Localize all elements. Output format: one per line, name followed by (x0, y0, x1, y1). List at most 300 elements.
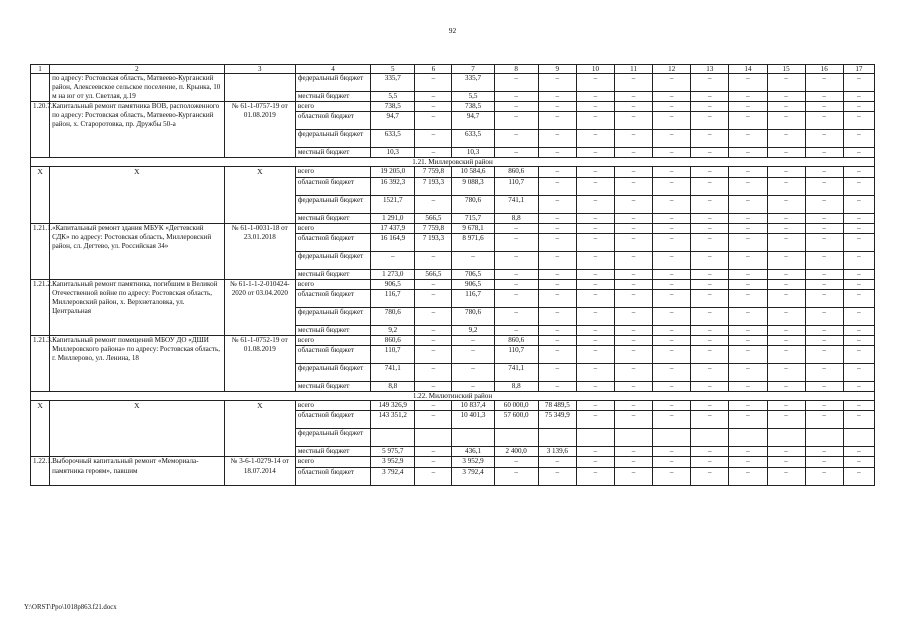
amount-cell: – (494, 307, 538, 325)
amount-cell: – (805, 364, 843, 382)
column-number: 11 (615, 65, 653, 74)
amount-cell: – (615, 346, 653, 364)
amount-cell: – (691, 148, 729, 158)
amount-cell: – (729, 167, 767, 177)
amount-cell: 16 392,3 (371, 177, 415, 195)
amount-cell: – (767, 336, 805, 346)
amount-cell: – (805, 336, 843, 346)
amount-cell: – (538, 92, 576, 102)
amount-cell: – (494, 102, 538, 112)
amount-cell: – (843, 447, 874, 457)
amount-cell (843, 429, 874, 447)
amount-cell (371, 429, 415, 447)
amount-cell: 3 792,4 (452, 467, 494, 485)
amount-cell: 706,5 (452, 269, 494, 279)
amount-cell: – (538, 148, 576, 158)
funding-source: всего (295, 457, 370, 467)
amount-cell: 78 489,5 (538, 401, 576, 411)
amount-cell: – (767, 148, 805, 158)
amount-cell: – (691, 102, 729, 112)
amount-cell: 780,6 (371, 307, 415, 325)
amount-cell: – (767, 307, 805, 325)
amount-cell: – (494, 233, 538, 251)
amount-cell: 94,7 (371, 112, 415, 130)
amount-cell: 3 792,4 (371, 467, 415, 485)
amount-cell: – (494, 269, 538, 279)
amount-cell: – (729, 401, 767, 411)
amount-cell: – (653, 289, 691, 307)
amount-cell: – (729, 467, 767, 485)
amount-cell: – (691, 279, 729, 289)
amount-cell: – (576, 167, 614, 177)
amount-cell: 5 975,7 (371, 447, 415, 457)
amount-cell: – (538, 364, 576, 382)
column-number: 7 (452, 65, 494, 74)
amount-cell: – (767, 325, 805, 335)
amount-cell: – (494, 279, 538, 289)
funding-source: областной бюджет (295, 112, 370, 130)
amount-cell: – (729, 307, 767, 325)
amount-cell: – (615, 167, 653, 177)
amount-cell: – (843, 251, 874, 269)
amount-cell: 7 759,8 (415, 223, 452, 233)
amount-cell: 57 600,0 (494, 411, 538, 429)
amount-cell: – (729, 346, 767, 364)
amount-cell: – (653, 233, 691, 251)
amount-cell: – (729, 213, 767, 223)
amount-cell: – (843, 467, 874, 485)
amount-cell: – (653, 401, 691, 411)
amount-cell (452, 429, 494, 447)
table-row (31, 102, 875, 112)
amount-cell: – (615, 251, 653, 269)
amount-cell: – (729, 251, 767, 269)
amount-cell: – (615, 307, 653, 325)
amount-cell: – (576, 92, 614, 102)
amount-cell: – (576, 130, 614, 148)
funding-source: всего (295, 167, 370, 177)
amount-cell: – (615, 195, 653, 213)
amount-cell: – (729, 148, 767, 158)
amount-cell: – (691, 289, 729, 307)
amount-cell (615, 429, 653, 447)
item-name: Капитальный ремонт помещений МБОУ ДО «ДШИ Миллеровского района» по адресу: Ростовская область, г. Миллерово, ул. Ленина, 18 (50, 336, 225, 392)
amount-cell: – (805, 382, 843, 392)
amount-cell: – (615, 177, 653, 195)
amount-cell: – (691, 112, 729, 130)
amount-cell: – (729, 382, 767, 392)
column-number: 2 (50, 65, 225, 74)
section-title: 1.21. Миллеровский район (31, 158, 875, 167)
amount-cell: – (415, 346, 452, 364)
amount-cell: – (767, 269, 805, 279)
amount-cell: – (576, 346, 614, 364)
amount-cell: – (691, 130, 729, 148)
amount-cell: – (415, 447, 452, 457)
amount-cell: 1521,7 (371, 195, 415, 213)
amount-cell: – (653, 346, 691, 364)
amount-cell: 19 205,0 (371, 167, 415, 177)
amount-cell: – (767, 457, 805, 467)
amount-cell: – (538, 307, 576, 325)
amount-cell: – (415, 130, 452, 148)
column-number: 8 (494, 65, 538, 74)
amount-cell: 110,7 (494, 177, 538, 195)
funding-source: федеральный бюджет (295, 130, 370, 148)
amount-cell: – (653, 269, 691, 279)
amount-cell: 149 326,9 (371, 401, 415, 411)
item-number: 1.21.1. (31, 223, 50, 279)
amount-cell: – (729, 102, 767, 112)
amount-cell: 738,5 (371, 102, 415, 112)
item-name: Капитальный ремонт памятника ВОВ, расположенного по адресу: Ростовская область, Матвеево-Курганский район, х. Староротовка, пр. Дружбы 50-а (50, 102, 225, 158)
amount-cell: – (615, 336, 653, 346)
amount-cell: – (494, 92, 538, 102)
amount-cell: – (576, 177, 614, 195)
amount-cell: 741,1 (494, 364, 538, 382)
amount-cell: – (767, 233, 805, 251)
amount-cell: – (691, 382, 729, 392)
amount-cell: 780,6 (452, 195, 494, 213)
header-row (31, 65, 875, 74)
amount-cell: 741,1 (494, 195, 538, 213)
amount-cell: – (538, 251, 576, 269)
amount-cell: – (843, 325, 874, 335)
amount-cell: 110,7 (494, 346, 538, 364)
funding-source: областной бюджет (295, 346, 370, 364)
amount-cell: – (415, 92, 452, 102)
table-row (31, 74, 875, 92)
amount-cell: – (615, 411, 653, 429)
amount-cell: – (805, 251, 843, 269)
amount-cell: 9,2 (452, 325, 494, 335)
amount-cell: – (538, 223, 576, 233)
amount-cell: – (538, 130, 576, 148)
amount-cell: – (615, 223, 653, 233)
amount-cell: – (653, 336, 691, 346)
funding-source: всего (295, 336, 370, 346)
amount-cell: – (843, 457, 874, 467)
amount-cell: – (729, 289, 767, 307)
amount-cell: – (576, 112, 614, 130)
amount-cell: – (843, 382, 874, 392)
amount-cell: – (729, 279, 767, 289)
amount-cell: 8,8 (494, 213, 538, 223)
table-row (31, 457, 875, 467)
amount-cell: – (843, 289, 874, 307)
amount-cell: 741,1 (371, 364, 415, 382)
column-number: 3 (224, 65, 295, 74)
amount-cell: – (691, 411, 729, 429)
amount-cell (767, 429, 805, 447)
amount-cell: – (615, 457, 653, 467)
amount-cell: – (691, 92, 729, 102)
table-row (31, 336, 875, 346)
amount-cell: 10 837,4 (452, 401, 494, 411)
amount-cell: – (494, 467, 538, 485)
amount-cell: 633,5 (452, 130, 494, 148)
section-row (31, 392, 875, 401)
item-name: Капитальный ремонт памятника, погибшим в Великой Отечественной войне по адресу: Ростовская область, Миллеровский район, х. Верхнеталовка, ул. Центральная (50, 279, 225, 335)
amount-cell: – (653, 447, 691, 457)
amount-cell: 860,6 (494, 336, 538, 346)
amount-cell: – (691, 364, 729, 382)
amount-cell: – (576, 148, 614, 158)
amount-cell: – (843, 102, 874, 112)
amount-cell: – (843, 74, 874, 92)
column-number: 14 (729, 65, 767, 74)
amount-cell (576, 429, 614, 447)
funding-source: федеральный бюджет (295, 364, 370, 382)
amount-cell: 436,1 (452, 447, 494, 457)
expertise-document: № 61-1-0757-19 от 01.08.2019 (224, 102, 295, 158)
item-number: Х (31, 401, 50, 457)
amount-cell: – (615, 213, 653, 223)
amount-cell: – (729, 74, 767, 92)
funding-source: областной бюджет (295, 467, 370, 485)
amount-cell: – (494, 325, 538, 335)
amount-cell: – (805, 148, 843, 158)
amount-cell: – (767, 102, 805, 112)
amount-cell: – (843, 269, 874, 279)
amount-cell: – (805, 177, 843, 195)
table-row (31, 401, 875, 411)
amount-cell: – (805, 307, 843, 325)
amount-cell: – (615, 447, 653, 457)
amount-cell: – (767, 112, 805, 130)
amount-cell: – (653, 279, 691, 289)
amount-cell: – (843, 233, 874, 251)
amount-cell: – (538, 457, 576, 467)
amount-cell: – (615, 289, 653, 307)
amount-cell: – (653, 130, 691, 148)
amount-cell: – (415, 307, 452, 325)
amount-cell: 143 351,2 (371, 411, 415, 429)
expertise-document: № 61-1-0752-19 от 01.08.2019 (224, 336, 295, 392)
amount-cell: 10 584,6 (452, 167, 494, 177)
amount-cell: – (415, 74, 452, 92)
amount-cell: – (767, 251, 805, 269)
amount-cell: – (805, 102, 843, 112)
amount-cell: – (843, 112, 874, 130)
amount-cell: – (653, 307, 691, 325)
funding-source: всего (295, 279, 370, 289)
amount-cell: – (767, 213, 805, 223)
amount-cell: – (615, 401, 653, 411)
amount-cell: – (415, 251, 452, 269)
file-path-footer: Y:\ORST\Ppo\1018p863.f21.docx (24, 604, 117, 611)
amount-cell: – (805, 74, 843, 92)
expertise-document: Х (224, 167, 295, 223)
amount-cell: 5,5 (452, 92, 494, 102)
amount-cell: 906,5 (371, 279, 415, 289)
amount-cell: – (691, 251, 729, 269)
amount-cell: – (415, 279, 452, 289)
amount-cell: – (843, 364, 874, 382)
amount-cell: – (767, 382, 805, 392)
amount-cell: – (805, 223, 843, 233)
amount-cell: – (538, 112, 576, 130)
amount-cell: – (729, 195, 767, 213)
amount-cell: – (843, 336, 874, 346)
amount-cell: – (805, 269, 843, 279)
amount-cell: – (767, 346, 805, 364)
item-name: Х (50, 167, 225, 223)
funding-source: областной бюджет (295, 177, 370, 195)
column-number: 15 (767, 65, 805, 74)
amount-cell: – (576, 269, 614, 279)
amount-cell: – (576, 457, 614, 467)
amount-cell: – (452, 346, 494, 364)
column-number: 12 (653, 65, 691, 74)
amount-cell: – (691, 307, 729, 325)
funding-source: всего (295, 102, 370, 112)
amount-cell: 7 193,3 (415, 233, 452, 251)
amount-cell: – (576, 213, 614, 223)
amount-cell: – (805, 457, 843, 467)
expertise-document: № 61-1-0031-18 от 23.01.2018 (224, 223, 295, 279)
amount-cell: – (691, 213, 729, 223)
amount-cell: 116,7 (452, 289, 494, 307)
amount-cell: 3 952,9 (452, 457, 494, 467)
amount-cell: 1 291,0 (371, 213, 415, 223)
funding-source: федеральный бюджет (295, 307, 370, 325)
amount-cell: 335,7 (371, 74, 415, 92)
amount-cell: 906,5 (452, 279, 494, 289)
amount-cell: – (767, 92, 805, 102)
amount-cell: 10,3 (452, 148, 494, 158)
amount-cell: – (415, 148, 452, 158)
amount-cell: – (615, 92, 653, 102)
amount-cell: – (843, 411, 874, 429)
amount-cell: – (538, 213, 576, 223)
page-number: 92 (448, 26, 457, 35)
amount-cell: – (691, 401, 729, 411)
item-number: 1.21.3. (31, 336, 50, 392)
amount-cell: – (615, 148, 653, 158)
amount-cell: – (415, 467, 452, 485)
section-row (31, 158, 875, 167)
amount-cell: – (576, 251, 614, 269)
amount-cell: – (494, 289, 538, 307)
amount-cell: – (538, 233, 576, 251)
amount-cell: – (415, 336, 452, 346)
item-number (31, 74, 50, 102)
amount-cell: 860,6 (494, 167, 538, 177)
amount-cell: – (538, 289, 576, 307)
amount-cell: – (691, 74, 729, 92)
amount-cell: – (653, 382, 691, 392)
amount-cell: – (653, 467, 691, 485)
funding-source: местный бюджет (295, 447, 370, 457)
column-number: 13 (691, 65, 729, 74)
amount-cell: – (615, 279, 653, 289)
amount-cell: – (767, 401, 805, 411)
amount-cell: 8,8 (371, 382, 415, 392)
amount-cell: 3 952,9 (371, 457, 415, 467)
amount-cell: – (805, 92, 843, 102)
item-number: 1.21.2. (31, 279, 50, 335)
amount-cell: 8,8 (494, 382, 538, 392)
amount-cell: – (415, 411, 452, 429)
amount-cell: – (767, 195, 805, 213)
amount-cell: – (415, 112, 452, 130)
funding-source: областной бюджет (295, 289, 370, 307)
amount-cell: 8 971,6 (452, 233, 494, 251)
amount-cell: – (615, 130, 653, 148)
amount-cell: – (576, 447, 614, 457)
amount-cell: – (805, 279, 843, 289)
amount-cell: – (691, 233, 729, 251)
amount-cell: – (452, 382, 494, 392)
amount-cell (538, 429, 576, 447)
amount-cell: – (843, 167, 874, 177)
amount-cell: – (767, 364, 805, 382)
amount-cell: – (615, 467, 653, 485)
amount-cell: – (729, 177, 767, 195)
funding-source: федеральный бюджет (295, 195, 370, 213)
item-number: 1.22.1. (31, 457, 50, 485)
amount-cell: – (843, 213, 874, 223)
amount-cell (805, 429, 843, 447)
amount-cell (691, 429, 729, 447)
amount-cell: – (843, 279, 874, 289)
amount-cell: – (729, 269, 767, 279)
amount-cell: 17 437,9 (371, 223, 415, 233)
amount-cell: – (691, 457, 729, 467)
amount-cell (415, 429, 452, 447)
item-name: по адресу: Ростовская область, Матвеево-Курганский район, Алексеевское сельское поселение, п. Крынка, 10 м на юг от ул. Светлая, д.19 (50, 74, 225, 102)
amount-cell: – (729, 364, 767, 382)
amount-cell: – (653, 195, 691, 213)
amount-cell: 110,7 (371, 346, 415, 364)
column-number: 5 (371, 65, 415, 74)
amount-cell: – (729, 457, 767, 467)
amount-cell: 60 000,0 (494, 401, 538, 411)
funding-source: федеральный бюджет (295, 429, 370, 447)
amount-cell: 3 139,6 (538, 447, 576, 457)
amount-cell: – (653, 223, 691, 233)
table-row (31, 167, 875, 177)
amount-cell: 94,7 (452, 112, 494, 130)
column-number: 1 (31, 65, 50, 74)
item-name: «Капитальный ремонт здания МБУК «Дегтевский СДК» по адресу: Ростовская область, Миллеровский район, сл. Дегтево, ул. Российская 34» (50, 223, 225, 279)
amount-cell: – (843, 307, 874, 325)
amount-cell: – (538, 336, 576, 346)
column-number: 9 (538, 65, 576, 74)
amount-cell: – (843, 148, 874, 158)
amount-cell: – (805, 213, 843, 223)
table-row (31, 223, 875, 233)
amount-cell: – (805, 167, 843, 177)
amount-cell: – (805, 233, 843, 251)
amount-cell: – (615, 112, 653, 130)
amount-cell: – (843, 130, 874, 148)
amount-cell: – (691, 223, 729, 233)
amount-cell: – (494, 251, 538, 269)
amount-cell: – (538, 467, 576, 485)
amount-cell: 566,5 (415, 269, 452, 279)
column-number: 10 (576, 65, 614, 74)
table-row (31, 279, 875, 289)
amount-cell: – (576, 307, 614, 325)
amount-cell: – (653, 177, 691, 195)
amount-cell: – (653, 148, 691, 158)
amount-cell: 10 401,3 (452, 411, 494, 429)
expertise-document: № 61-1-1-2-010424-2020 от 03.04.2020 (224, 279, 295, 335)
amount-cell: – (653, 213, 691, 223)
amount-cell: – (576, 74, 614, 92)
